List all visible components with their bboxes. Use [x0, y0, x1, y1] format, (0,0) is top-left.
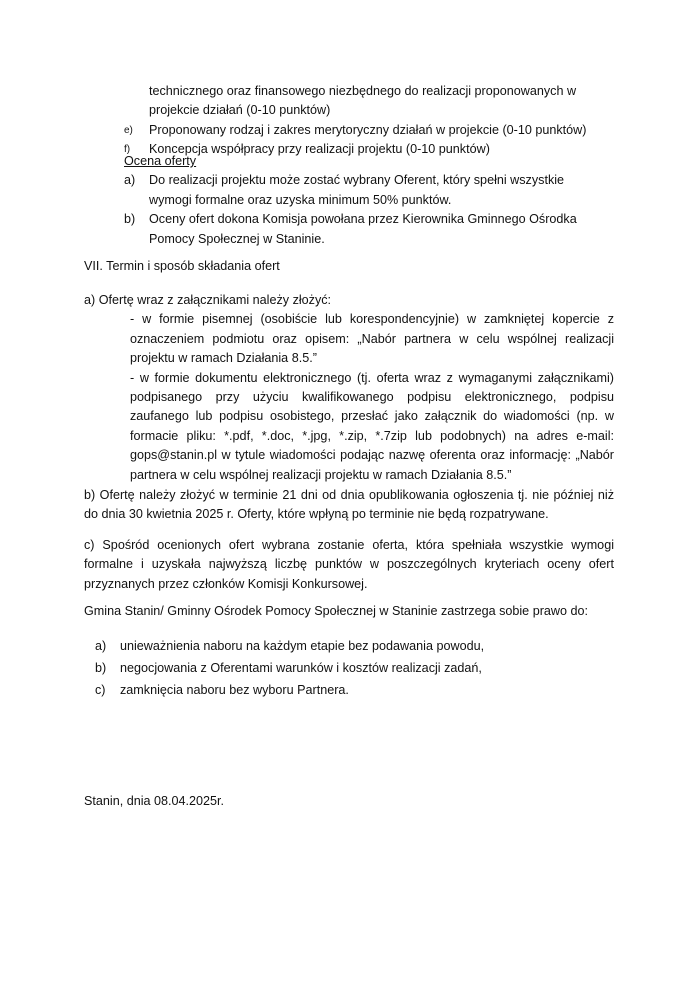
criteria-list [0, 82, 700, 160]
reservation-list [0, 637, 700, 703]
evaluation-item-a [0, 171, 700, 210]
paragraph-a-point-2: - w formie dokumentu elektronicznego (tj. oferta wraz z wymaganymi załącznikami) podpisanego przy użyciu kwalifikowanego podpisu elektronicznego, podpisu zaufanego lub podpisu osobistego, przesłać jako załącznik do wiadomości (np. w formacie pliku: *.pdf, *.doc, *.jpg, *.zip, *.7zip lub podobnych) na adres e-mail: gops@stanin.pl w tytule wiadomości podając nazwę oferenta oraz informację: „Nabór partnera w celu wspólnej realizacji projektu w ramach Działania 8.5.” [130, 370, 614, 482]
list-marker: b) [95, 661, 107, 675]
paragraph-c: c) Spośród ocenionych ofert wybrana zostanie oferta, która spełniała wszystkie wymogi formalne i uzyskała najwyższą liczbę punktów w poszczególnych kryteriach oceny ofert przyznanych przez członków Komisji Konkursowej. [84, 538, 614, 591]
criteria-continuation: technicznego oraz finansowego niezbędnego do realizacji proponowanych w projekcie działań (0-10 punktów) [149, 84, 577, 118]
reservation-intro: Gmina Stanin/ Gminny Ośrodek Pomocy Społecznej w Staninie zastrzega sobie prawo do: [84, 604, 588, 618]
section-vii-a [0, 291, 700, 485]
list-marker: e) [124, 124, 133, 136]
list-item-text: Do realizacji projektu może zostać wybrany Oferent, który spełni wszystkie wymogi formalne oraz uzyska minimum 50% punktów. [149, 173, 565, 207]
list-item-text: unieważnienia naboru na każdym etapie bez podawania powodu, [120, 639, 485, 653]
signature-block [0, 792, 700, 811]
list-item-text: negocjowania z Oferentami warunków i kosztów realizacji zadań, [120, 661, 482, 675]
reservation-item-b [0, 659, 700, 681]
paragraph-a-intro: a) Ofertę wraz z załącznikami należy złożyć: [84, 293, 332, 307]
section-heading: VII. Termin i sposób składania ofert [84, 259, 280, 273]
list-item-text: Oceny ofert dokona Komisja powołana przez Kierownika Gminnego Ośrodka Pomocy Społecznej w Staninie. [149, 212, 577, 246]
list-item-text: Proponowany rodzaj i zakres merytoryczny działań w projekcie (0-10 punktów) [149, 122, 587, 137]
reservation-item-a [0, 637, 700, 659]
section-vii [0, 257, 700, 276]
section-vii-b [0, 486, 700, 525]
reservation-section [0, 602, 700, 621]
list-marker: c) [95, 683, 106, 697]
evaluation-item-b [0, 210, 700, 249]
evaluation-section [0, 152, 700, 249]
paragraph-a-point-1: - w formie pisemnej (osobiście lub korespondencyjnie) w zamkniętej kopercie z oznaczeniem podmiotu oraz opisem: „Nabór partnera w celu wspólnej realizacji projektu w ramach Działania 8.5.” [130, 312, 614, 366]
list-item-text: zamknięcia naboru bez wyboru Partnera. [120, 683, 349, 697]
list-marker: b) [124, 212, 136, 227]
reservation-item-c [0, 681, 700, 703]
evaluation-heading: Ocena oferty [124, 154, 197, 168]
section-vii-c [0, 536, 700, 594]
list-marker: a) [124, 173, 136, 188]
paragraph-b: b) Ofertę należy złożyć w terminie 21 dni od dnia opublikowania ogłoszenia tj. nie później niż do dnia 30 kwietnia 2025 r. Oferty, które wpłyną po terminie nie będą rozpatrywane. [84, 488, 614, 522]
list-item-text: Koncepcja współpracy przy realizacji projektu (0-10 punktów) [149, 142, 490, 157]
place-date: Stanin, dnia 08.04.2025r. [84, 794, 225, 808]
list-marker: f) [124, 144, 131, 156]
list-marker: a) [95, 639, 107, 653]
criteria-item-e [0, 121, 700, 140]
